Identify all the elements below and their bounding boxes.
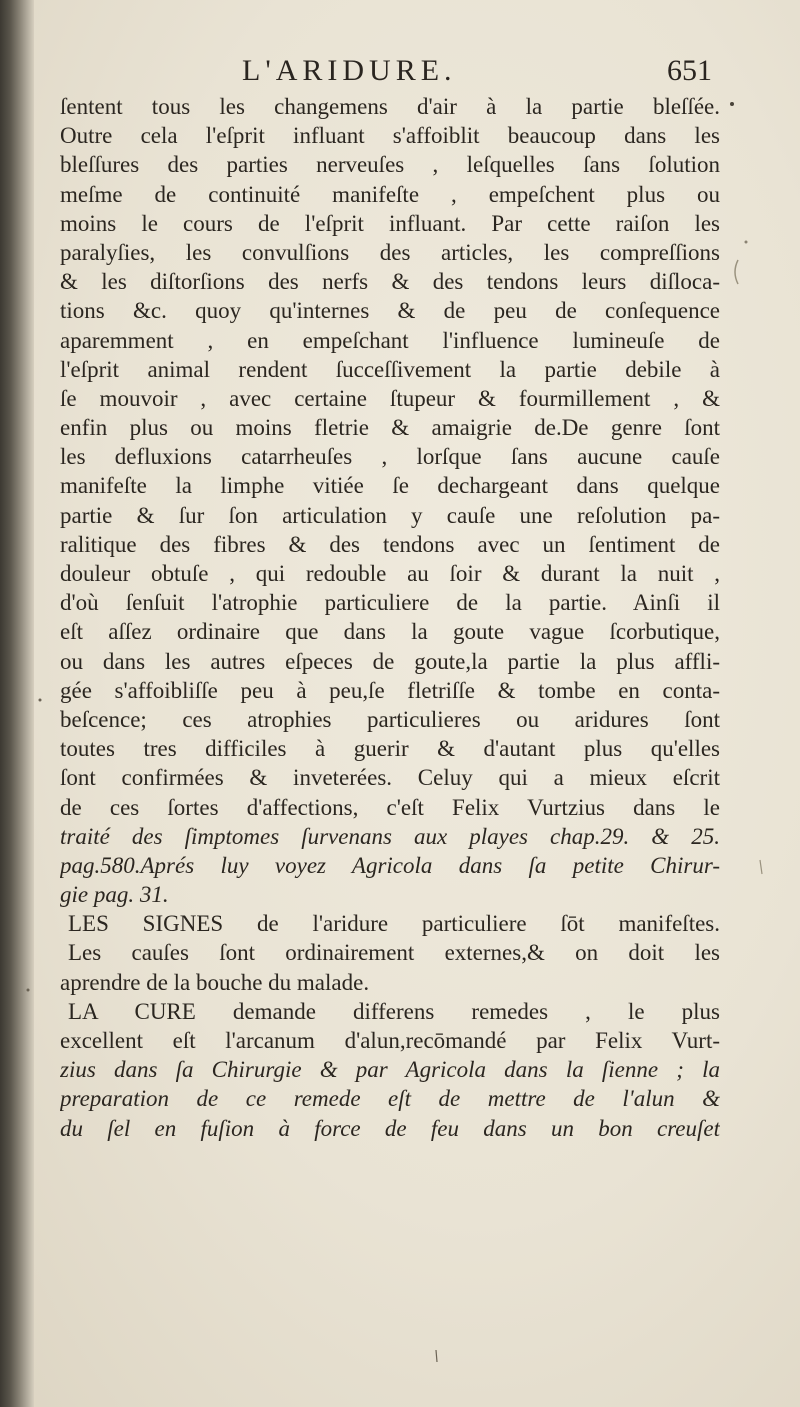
text-line: moins le cours de l'eſprit influant. Par cette raiſon les bbox=[60, 210, 720, 236]
text-line-italic: zius dans ſa Chirurgie & par Agricola dans la ſienne ; la bbox=[60, 1057, 720, 1083]
text-line: Les cauſes ſont ordinairement externes,& on doit les bbox=[68, 940, 720, 966]
section-signes: LES SIGNES de l'aridure particuliere ſōt manifeſtes. bbox=[68, 911, 720, 937]
text-line: ſe mouvoir , avec certaine ſtupeur & fourmillement , & bbox=[60, 385, 720, 411]
text-line: ou dans les autres eſpeces de goute,la partie la plus affli- bbox=[60, 648, 720, 674]
paper-scratch bbox=[760, 860, 762, 874]
running-title: L'ARIDURE. bbox=[242, 54, 457, 87]
text-line: paralyſies, les convulſions des articles, les compreſſions bbox=[60, 239, 720, 265]
text-line: beſcence; ces atrophies particulieres ou aridures ſont bbox=[60, 706, 720, 732]
text-line: aparemment , en empeſchant l'influence lumineuſe de bbox=[60, 327, 720, 353]
text-line: manifeſte la limphe vitiée ſe dechargeant dans quelque bbox=[60, 473, 720, 499]
text-line: partie & ſur ſon articulation y cauſe une reſolution pa- bbox=[60, 502, 720, 528]
text-line: douleur obtuſe , qui redouble au ſoir & durant la nuit , bbox=[60, 561, 720, 586]
text-line: ſentent tous les changemens d'air à la partie bleſſée. bbox=[60, 94, 720, 119]
text-line: excellent eſt l'arcanum d'alun,recōmandé par Felix Vurt- bbox=[60, 1028, 720, 1053]
text-line: bleſſures des parties nerveuſes , leſquelles ſans ſolution bbox=[60, 152, 720, 178]
text-line: & les diſtorſions des nerfs & des tendons leurs diſloca- bbox=[60, 269, 720, 295]
paper-scratch bbox=[735, 260, 738, 284]
ink-speck bbox=[730, 102, 734, 106]
text-line: eſt aſſez ordinaire que dans la goute vague ſcorbutique, bbox=[60, 619, 720, 645]
text-line: de ces ſortes d'affections, c'eſt Felix Vurtzius dans le bbox=[60, 794, 720, 820]
text-line: gée s'affoibliſſe peu à peu,ſe fletriſſe & tombe en conta- bbox=[60, 677, 720, 703]
page-header bbox=[62, 54, 712, 94]
binding-gutter bbox=[0, 0, 34, 1407]
paper-scratch bbox=[436, 1350, 437, 1362]
text-line: meſme de continuité manifeſte , empeſchent plus ou bbox=[60, 181, 720, 207]
text-line: tions &c. quoy qu'internes & de peu de conſequence bbox=[60, 298, 720, 324]
text-line-italic: du ſel en fuſion à force de feu dans un bon creuſet bbox=[60, 1115, 720, 1141]
text-line-italic: traité des ſimptomes ſurvenans aux playes chap.29. & 25. bbox=[60, 823, 720, 849]
text-line: aprendre de la bouche du malade. bbox=[60, 969, 370, 995]
text-line: enfin plus ou moins fletrie & amaigrie de.De genre ſont bbox=[60, 415, 720, 441]
text-line: ralitique des fibres & des tendons avec un ſentiment de bbox=[60, 531, 720, 557]
body-text bbox=[60, 92, 720, 1143]
text-line: Outre cela l'eſprit influant s'affoiblit beaucoup dans les bbox=[60, 123, 720, 149]
ink-speck bbox=[39, 699, 42, 702]
text-line-italic: preparation de ce remede eſt de mettre de l'alun & bbox=[60, 1086, 720, 1112]
text-line-italic: pag.580.Aprés luy voyez Agricola dans ſa petite Chirur- bbox=[60, 852, 720, 878]
ink-speck bbox=[745, 241, 748, 244]
text-line: toutes tres difficiles à guerir & d'autant plus qu'elles bbox=[60, 736, 720, 762]
text-line: d'où ſenſuit l'atrophie particuliere de la partie. Ainſi il bbox=[60, 590, 720, 616]
text-line: l'eſprit animal rendent ſucceſſivement la partie debile à bbox=[60, 356, 720, 382]
section-cure: LA CURE demande differens remedes , le plus bbox=[68, 998, 720, 1024]
text-line: les defluxions catarrheuſes , lorſque ſans aucune cauſe bbox=[60, 444, 720, 470]
page-number: 651 bbox=[667, 54, 712, 87]
text-line: ſont confirmées & inveterées. Celuy qui a mieux eſcrit bbox=[60, 765, 720, 791]
text-line-italic: gie pag. 31. bbox=[60, 882, 169, 908]
